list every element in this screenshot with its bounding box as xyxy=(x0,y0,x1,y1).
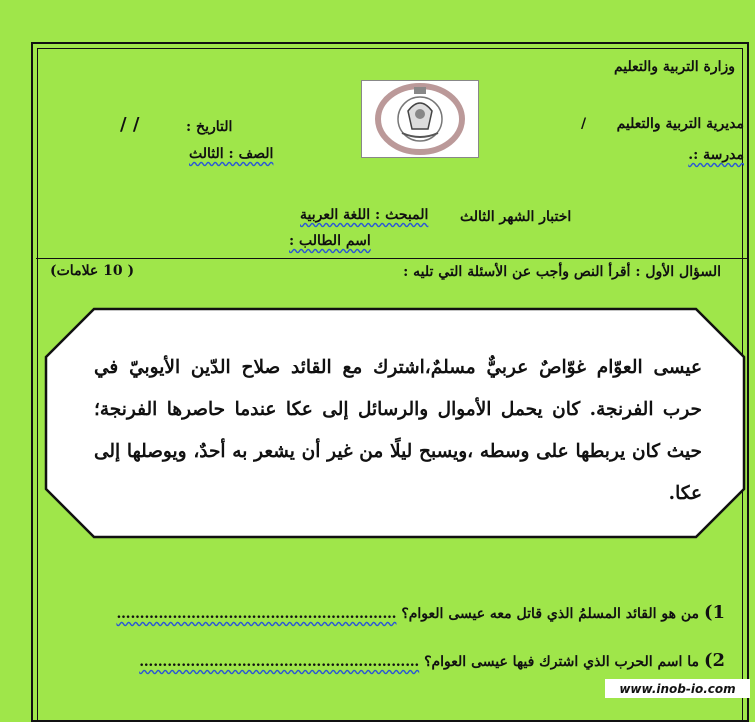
exam-subject-text: المبحث : اللغة العربية xyxy=(300,207,429,223)
directorate-label: مديرية التربية والتعليم xyxy=(616,116,744,132)
answer-line[interactable]: …………………………………………………… xyxy=(116,606,397,622)
exam-title: اختبار الشهر الثالث xyxy=(460,209,572,225)
coat-of-arms-icon xyxy=(362,81,478,157)
exam-subject xyxy=(300,207,428,223)
question-text: من هو القائد المسلمُ الذي قاتل معه عيسى العوام؟ xyxy=(401,606,700,622)
question-number: 2) xyxy=(703,650,725,671)
directorate-slash: / xyxy=(581,116,587,132)
answer-line[interactable]: …………………………………………………… xyxy=(139,654,420,670)
grade-label xyxy=(189,146,273,162)
question-number: 1) xyxy=(703,602,725,623)
passage-text: عيسى العوّام غوّاصٌ عربيٌّ مسلمٌ،اشترك مع القائد صلاح الدّين الأيوبيّ في حرب الفرنجة. كان يحمل الأموال والرسائل إلى عكا عندما حاصرها الفرنجة؛حيث كان يربطها على وسطه ،ويسبح ليلًا من غير أن يشعر به أحدٌ، ويوصلها إلى عكا. xyxy=(94,357,702,504)
site-watermark: www.inob-io.com xyxy=(605,679,750,698)
question-text: ما اسم الحرب الذي اشترك فيها عيسى العوام؟ xyxy=(424,654,700,670)
question-item-2 xyxy=(139,650,725,671)
school-label: مدرسة :. xyxy=(688,147,744,163)
passage-box xyxy=(44,307,746,539)
question1-prompt: السؤال الأول : أقرأ النص وأجب عن الأسئلة التي تليه : xyxy=(403,264,721,280)
ministry-title: وزارة التربية والتعليم xyxy=(613,59,735,75)
ministry-logo xyxy=(361,80,479,158)
divider-top xyxy=(36,258,748,259)
date-slashes: / / xyxy=(120,114,140,135)
date-label: التاريخ : xyxy=(186,119,233,135)
question1-marks: ( 10 علامات) xyxy=(50,263,135,279)
student-name xyxy=(289,233,371,249)
grade-text: الصف : الثالث xyxy=(189,146,274,162)
question-item-1 xyxy=(116,602,725,623)
student-name-text: اسم الطالب : xyxy=(289,233,371,249)
